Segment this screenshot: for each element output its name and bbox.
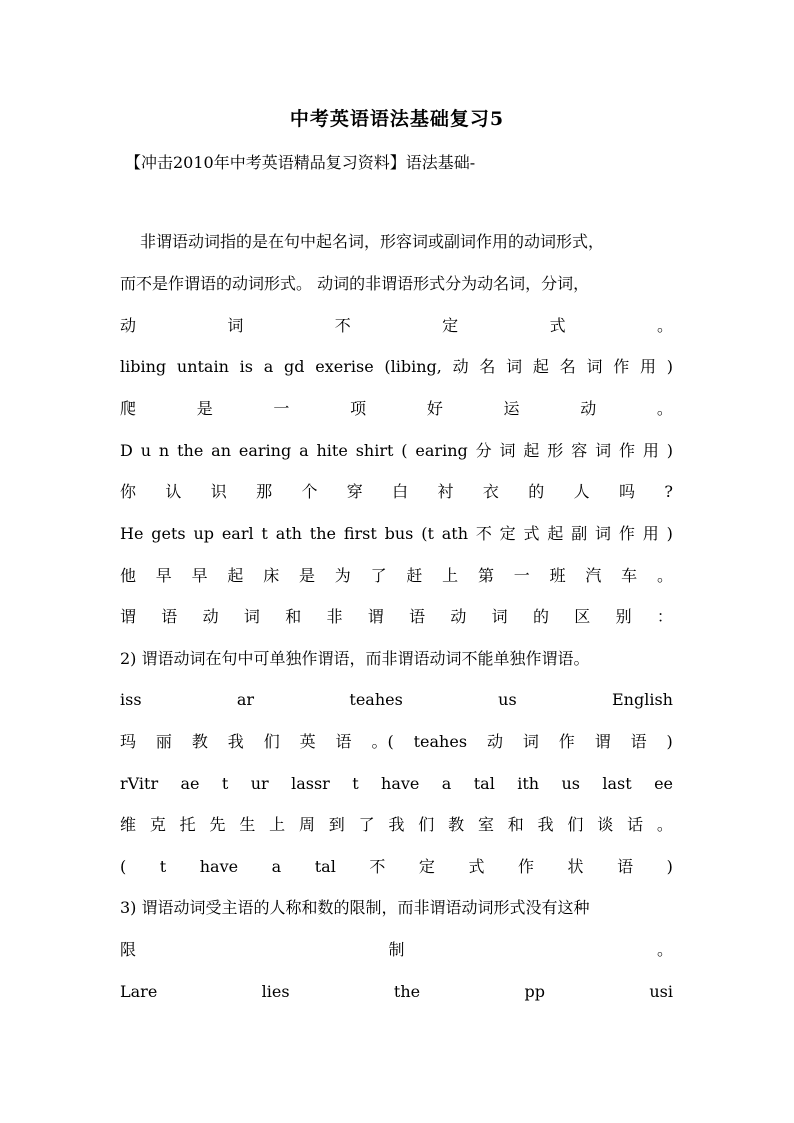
- text-token: 一: [273, 399, 290, 418]
- text-token: 。: [656, 399, 673, 418]
- text-token: 起: [547, 524, 564, 543]
- text-token: the: [309, 524, 336, 543]
- text-token: 词: [243, 607, 260, 626]
- text-token: 了: [370, 566, 387, 585]
- text-token: 语: [617, 857, 634, 876]
- point-2: 2) 谓语动词在句中可单独作谓语，而非谓语动词不能单独作谓语。: [120, 649, 590, 668]
- text-token: ae: [180, 774, 200, 793]
- text-token: 玛: [120, 732, 137, 751]
- text-token: up: [193, 524, 214, 543]
- text-token: 托: [179, 815, 196, 834]
- text-token: tal: [314, 857, 336, 876]
- text-token: 是: [196, 399, 213, 418]
- text-token: 和: [285, 607, 302, 626]
- text-token: exerise: [315, 357, 374, 376]
- text-token: 我: [537, 815, 554, 834]
- text-token: 我: [227, 732, 244, 751]
- spread-row-10: [120, 731, 673, 753]
- text-token: gets: [151, 524, 186, 543]
- text-token: untain: [176, 357, 229, 376]
- text-token: 了: [358, 815, 375, 834]
- text-token: 爬: [120, 399, 137, 418]
- text-token: 床: [263, 566, 280, 585]
- text-token: 区: [574, 607, 591, 626]
- text-token: 识: [210, 482, 227, 501]
- text-token: 起: [523, 441, 540, 460]
- text-token: earing: [415, 441, 468, 460]
- text-token: 穿: [346, 482, 363, 501]
- text-token: 谓: [120, 607, 137, 626]
- text-token: 动: [486, 732, 503, 751]
- text-token: 作: [558, 732, 575, 751]
- text-token: 用: [639, 357, 656, 376]
- text-token: 生: [239, 815, 256, 834]
- text-token: u: [140, 441, 152, 460]
- text-token: 名: [559, 357, 576, 376]
- text-token: 丽: [155, 732, 172, 751]
- text-token: 式: [549, 316, 566, 335]
- text-token: 周: [298, 815, 315, 834]
- text-token: ): [666, 857, 673, 876]
- text-token: ): [666, 524, 673, 543]
- text-token: 限: [120, 940, 137, 959]
- text-token: 们: [567, 815, 584, 834]
- text-token: 式: [468, 857, 485, 876]
- text-token: 语: [409, 607, 426, 626]
- text-token: 班: [549, 566, 566, 585]
- text-token: earing: [238, 441, 292, 460]
- text-token: 语: [630, 732, 647, 751]
- text-token: n: [158, 441, 170, 460]
- text-token: Lare: [120, 982, 158, 1001]
- text-token: 分: [475, 441, 492, 460]
- text-token: 非: [326, 607, 343, 626]
- text-token: libing: [120, 357, 167, 376]
- text-token: 衬: [437, 482, 454, 501]
- text-token: ?: [664, 482, 673, 501]
- text-token: first: [343, 524, 377, 543]
- spread-row-8: [120, 606, 673, 628]
- text-token: ): [666, 732, 673, 751]
- text-token: (: [120, 857, 127, 876]
- text-token: 状: [567, 857, 584, 876]
- text-token: 作: [618, 524, 635, 543]
- text-token: 用: [642, 441, 659, 460]
- text-token: us: [498, 690, 517, 709]
- text-token: 赶: [406, 566, 423, 585]
- text-token: 为: [334, 566, 351, 585]
- text-token: English: [611, 690, 673, 709]
- text-token: 运: [503, 399, 520, 418]
- text-token: lies: [261, 982, 290, 1001]
- document-title: 中考英语语法基础复习5: [289, 108, 505, 130]
- text-token: teahes: [349, 690, 403, 709]
- text-token: us: [561, 774, 580, 793]
- spread-row-15: [120, 981, 673, 1003]
- text-token: 。: [656, 940, 673, 959]
- text-token: lassr: [291, 774, 330, 793]
- text-token: 起: [532, 357, 549, 376]
- text-token: 别: [615, 607, 632, 626]
- text-token: 们: [263, 732, 280, 751]
- text-token: 我: [388, 815, 405, 834]
- text-token: 英: [299, 732, 316, 751]
- text-token: 定: [499, 524, 516, 543]
- text-token: 定: [418, 857, 435, 876]
- text-token: pp: [524, 982, 545, 1001]
- text-token: the: [177, 441, 204, 460]
- spread-row-4: [120, 440, 673, 462]
- text-token: 名: [479, 357, 496, 376]
- text-token: 谈: [597, 815, 614, 834]
- text-token: D: [120, 441, 133, 460]
- text-token: 白: [392, 482, 409, 501]
- text-token: have: [199, 857, 239, 876]
- text-token: 衣: [482, 482, 499, 501]
- text-token: ath: [441, 524, 468, 543]
- intro-line-2: 而不是作谓语的动词形式。 动词的非谓语形式分为动名词，分词，: [120, 274, 590, 293]
- text-token: ith: [517, 774, 540, 793]
- spread-row-12: [120, 814, 673, 836]
- text-token: 车: [621, 566, 638, 585]
- text-token: 起: [227, 566, 244, 585]
- document-subtitle: 【冲击2010年中考英语精品复习资料】语法基础-: [125, 153, 476, 172]
- text-token: 话: [627, 815, 644, 834]
- text-token: earl: [221, 524, 254, 543]
- text-token: 汽: [585, 566, 602, 585]
- text-token: 。: [656, 815, 673, 834]
- text-token: t: [352, 774, 359, 793]
- spread-row-7: [120, 565, 673, 587]
- text-token: ath: [275, 524, 302, 543]
- text-token: ): [666, 357, 673, 376]
- text-token: 动: [450, 607, 467, 626]
- text-token: 作: [613, 357, 630, 376]
- text-token: the: [393, 982, 421, 1001]
- text-token: 形: [547, 441, 564, 460]
- text-token: iss: [120, 690, 142, 709]
- text-token: ur: [250, 774, 269, 793]
- text-token: a: [271, 857, 282, 876]
- text-token: 教: [448, 815, 465, 834]
- text-token: 一: [513, 566, 530, 585]
- spread-row-9: [120, 689, 673, 711]
- text-token: 克: [149, 815, 166, 834]
- text-token: bus: [384, 524, 414, 543]
- text-token: 副: [571, 524, 588, 543]
- text-token: 作: [517, 857, 534, 876]
- text-token: He: [120, 524, 144, 543]
- text-token: teahes: [413, 732, 468, 751]
- text-token: 用: [642, 524, 659, 543]
- text-token: 。(: [371, 732, 394, 751]
- text-token: 容: [571, 441, 588, 460]
- text-token: 动: [580, 399, 597, 418]
- spread-row-3: [120, 398, 673, 420]
- text-token: 上: [269, 815, 286, 834]
- text-token: 早: [191, 566, 208, 585]
- spread-row-11: [120, 773, 673, 795]
- text-token: 作: [618, 441, 635, 460]
- text-token: 动: [202, 607, 219, 626]
- text-token: 式: [523, 524, 540, 543]
- text-token: tal: [473, 774, 495, 793]
- text-token: 和: [507, 815, 524, 834]
- text-token: 谓: [367, 607, 384, 626]
- text-token: a: [299, 441, 309, 460]
- text-token: 是: [298, 566, 315, 585]
- text-token: rVitr: [120, 774, 159, 793]
- text-token: a: [441, 774, 452, 793]
- text-token: hite: [316, 441, 348, 460]
- text-token: 到: [328, 815, 345, 834]
- spread-row-13: [120, 856, 673, 878]
- text-token: ): [666, 441, 673, 460]
- text-token: 维: [120, 815, 137, 834]
- text-token: 的: [528, 482, 545, 501]
- text-token: 项: [350, 399, 367, 418]
- text-token: 动: [452, 357, 469, 376]
- text-token: a: [263, 357, 274, 376]
- spread-row-1: [120, 315, 673, 337]
- text-token: ee: [654, 774, 673, 793]
- text-token: 人: [573, 482, 590, 501]
- text-token: 早: [155, 566, 172, 585]
- intro-line-1: 非谓语动词指的是在句中起名词，形容词或副词作用的动词形式，: [140, 232, 605, 251]
- text-token: 不: [334, 316, 351, 335]
- text-token: t: [221, 774, 229, 793]
- text-token: 上: [442, 566, 459, 585]
- text-token: 教: [191, 732, 208, 751]
- text-token: shirt: [355, 441, 394, 460]
- text-token: 制: [388, 940, 405, 959]
- text-token: (: [401, 441, 408, 460]
- text-token: 不: [369, 857, 386, 876]
- text-token: 认: [165, 482, 182, 501]
- text-token: 词: [227, 316, 244, 335]
- text-token: an: [211, 441, 231, 460]
- text-token: (libing,: [384, 357, 442, 376]
- text-token: 你: [120, 482, 137, 501]
- text-token: 好: [426, 399, 443, 418]
- text-token: 词: [595, 441, 612, 460]
- text-token: 那: [256, 482, 273, 501]
- text-token: 。: [656, 566, 673, 585]
- text-token: 语: [161, 607, 178, 626]
- text-token: 们: [418, 815, 435, 834]
- text-token: 的: [532, 607, 549, 626]
- text-token: 。: [656, 316, 673, 335]
- text-token: 吗: [618, 482, 635, 501]
- spread-row-2: [120, 356, 673, 378]
- text-token: 谓: [594, 732, 611, 751]
- text-token: 词: [586, 357, 603, 376]
- text-token: 词: [491, 607, 508, 626]
- text-token: have: [381, 774, 420, 793]
- text-token: (t: [421, 524, 434, 543]
- text-token: 动: [120, 316, 137, 335]
- text-token: 词: [499, 441, 516, 460]
- text-token: 个: [301, 482, 318, 501]
- text-token: 第: [477, 566, 494, 585]
- text-token: 室: [477, 815, 494, 834]
- text-token: 语: [335, 732, 352, 751]
- text-token: t: [159, 857, 167, 876]
- text-token: 他: [120, 566, 137, 585]
- text-token: 定: [442, 316, 459, 335]
- text-token: ：: [656, 607, 673, 626]
- text-token: last: [602, 774, 632, 793]
- text-token: 不: [475, 524, 492, 543]
- spread-row-14: [120, 939, 673, 961]
- text-token: t: [261, 524, 268, 543]
- text-token: 先: [209, 815, 226, 834]
- spread-row-6: [120, 523, 673, 545]
- text-token: 词: [506, 357, 523, 376]
- text-token: ar: [236, 690, 255, 709]
- spread-row-5: [120, 481, 673, 503]
- text-token: gd: [284, 357, 305, 376]
- text-token: 词: [522, 732, 539, 751]
- text-token: 词: [595, 524, 612, 543]
- point-3: 3) 谓语动词受主语的人称和数的限制，而非谓语动词形式没有这种: [120, 898, 590, 917]
- text-token: is: [239, 357, 253, 376]
- text-token: usi: [649, 982, 673, 1001]
